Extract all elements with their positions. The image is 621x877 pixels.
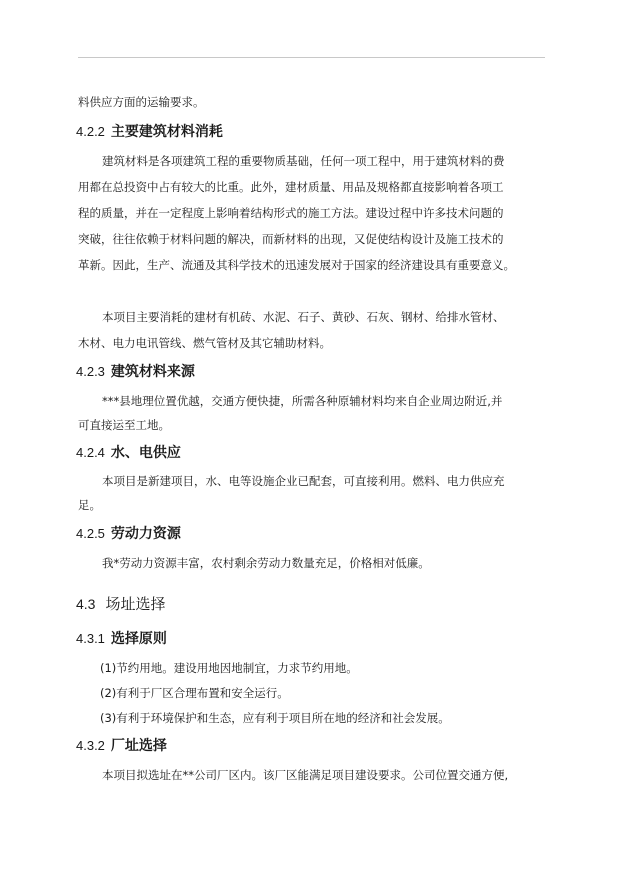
body-text-line: 建筑材料是各项建筑工程的重要物质基础，任何一项工程中，用于建筑材料的费	[102, 154, 505, 168]
section-number: 4.3	[76, 596, 96, 612]
header-rule	[78, 57, 545, 58]
section-title: 场址选择	[105, 595, 166, 613]
section-number: 4.3.1	[76, 631, 105, 646]
body-text-line: ***县地理位置优越，交通方便快捷，所需各种原辅材料均来自企业周边附近,并	[102, 394, 503, 408]
section-number: 4.2.4	[76, 445, 105, 460]
section-title: 建筑材料来源	[110, 364, 195, 380]
section-title: 劳动力资源	[110, 526, 181, 542]
body-text-line: 本项目是新建项目，水、电等设施企业已配套，可直接利用。燃料、电力供应充	[102, 474, 505, 488]
body-text-line: 料供应方面的运输要求。	[78, 95, 205, 109]
section-number: 4.2.3	[76, 364, 105, 379]
body-text-line: 木材、电力电讯管线、燃气管材及其它辅助材料。	[78, 336, 331, 350]
list-item: (1)节约用地。建设用地因地制宜，力求节约用地。	[100, 661, 358, 675]
section-heading-4-2-4	[76, 443, 181, 462]
section-heading-4-2-2	[76, 122, 223, 141]
section-heading-4-3-2	[76, 736, 167, 755]
list-item: (3)有利于环境保护和生态，应有利于项目所在地的经济和社会发展。	[100, 711, 450, 725]
section-heading-4-2-3	[76, 362, 195, 381]
body-text-line: 可直接运至工地。	[78, 418, 170, 432]
section-number: 4.2.2	[76, 124, 105, 139]
body-text-line: 程的质量，并在一定程度上影响着结构形式的施工方法。建设过程中许多技术问题的	[78, 206, 504, 220]
list-item: (2)有利于厂区合理布置和安全运行。	[100, 686, 289, 700]
body-text-line: 本项目主要消耗的建材有机砖、水泥、石子、黄砂、石灰、钢材、给排水管材、	[102, 310, 505, 324]
section-number: 4.2.5	[76, 526, 105, 541]
section-title: 厂址选择	[110, 738, 167, 754]
body-text-line: 用都在总投资中占有较大的比重。此外，建材质量、用品及规格都直接影响着各项工	[78, 180, 504, 194]
body-text-line: 本项目拟选址在**公司厂区内。该厂区能满足项目建设要求。公司位置交通方便,	[102, 768, 509, 782]
section-heading-4-3	[76, 594, 165, 614]
section-number: 4.3.2	[76, 738, 105, 753]
section-title: 主要建筑材料消耗	[110, 124, 223, 140]
body-text-line: 突破，往往依赖于材料问题的解决，而新材料的出现，又促使结构设计及施工技术的	[78, 232, 504, 246]
section-title: 选择原则	[110, 631, 167, 647]
section-title: 水、电供应	[110, 445, 181, 461]
section-heading-4-2-5	[76, 524, 181, 543]
body-text-line: 足。	[78, 498, 101, 512]
body-text-line: 革新。因此，生产、流通及其科学技术的迅速发展对于国家的经济建设具有重要意义。	[78, 258, 515, 272]
section-heading-4-3-1	[76, 629, 167, 648]
body-text-line: 我*劳动力资源丰富，农村剩余劳动力数量充足，价格相对低廉。	[102, 556, 430, 570]
